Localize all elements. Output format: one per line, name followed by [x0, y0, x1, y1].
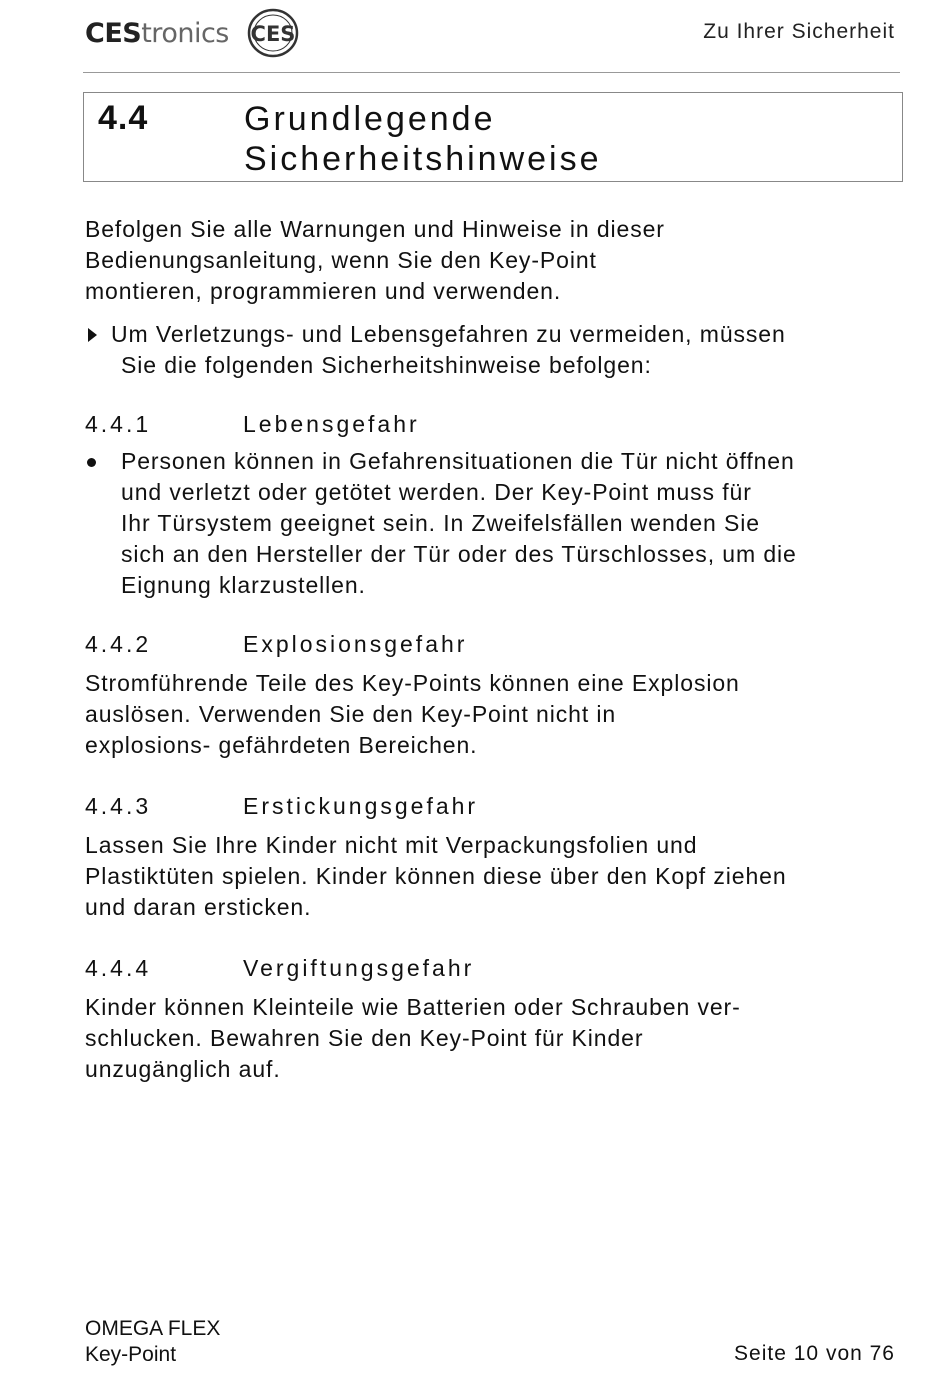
body-paragraph: Lassen Sie Ihre Kinder nicht mit Verpackungsfolien und Plastiktüten spielen. Kinder können diese über den Kopf ziehen und daran ersticken.: [85, 832, 787, 920]
page-number: Seite 10 von 76: [734, 1342, 895, 1365]
section-title: Grundlegende Sicherheitshinweise: [244, 100, 602, 178]
ces-logo-icon: [247, 8, 299, 58]
subsection-heading: 4.4.4 Vergiftungsgefahr: [85, 955, 475, 981]
section-number: 4.4: [98, 99, 149, 137]
brand-wordmark: CEStronics: [85, 17, 229, 49]
action-instruction: Um Verletzungs- und Lebensgefahren zu vermeiden, müssen Sie die folgenden Sicherheitshinweise befolgen:: [85, 319, 915, 381]
footer-product: OMEGA FLEX Key-Point: [85, 1317, 221, 1366]
triangle-right-icon: [88, 328, 97, 342]
body-paragraph: Stromführende Teile des Key-Points können eine Explosion auslösen. Verwenden Sie den Key-Point nicht in explosions- gefährdeten Bereichen.: [85, 670, 740, 758]
section-title-box: [83, 92, 903, 182]
header-divider: [83, 72, 900, 73]
header-logo: [85, 8, 299, 58]
list-item: Personen können in Gefahrensituationen die Tür nicht öffnen und verletzt oder getötet werden. Der Key-Point muss für Ihr Türsystem geeignet sein. In Zweifelsfällen wenden Sie sich an den Hersteller der Tür oder des Türschlosses, um die Eignung klarzustellen.: [85, 446, 915, 601]
bullet-icon: [87, 458, 96, 467]
subsection-heading: 4.4.2 Explosionsgefahr: [85, 631, 468, 657]
subsection-heading: 4.4.1 Lebensgefahr: [85, 411, 420, 437]
main-content: [85, 214, 915, 1115]
svg-text:CES: CES: [250, 22, 296, 46]
intro-paragraph: Befolgen Sie alle Warnungen und Hinweise in dieser Bedienungsanleitung, wenn Sie den Key-Point montieren, programmieren und verwenden.: [85, 216, 665, 304]
body-paragraph: Kinder können Kleinteile wie Batterien oder Schrauben ver- schlucken. Bewahren Sie den Key-Point für Kinder unzugänglich auf.: [85, 994, 741, 1082]
header-section-title: Zu Ihrer Sicherheit: [703, 20, 895, 43]
subsection-heading: 4.4.3 Erstickungsgefahr: [85, 793, 479, 819]
